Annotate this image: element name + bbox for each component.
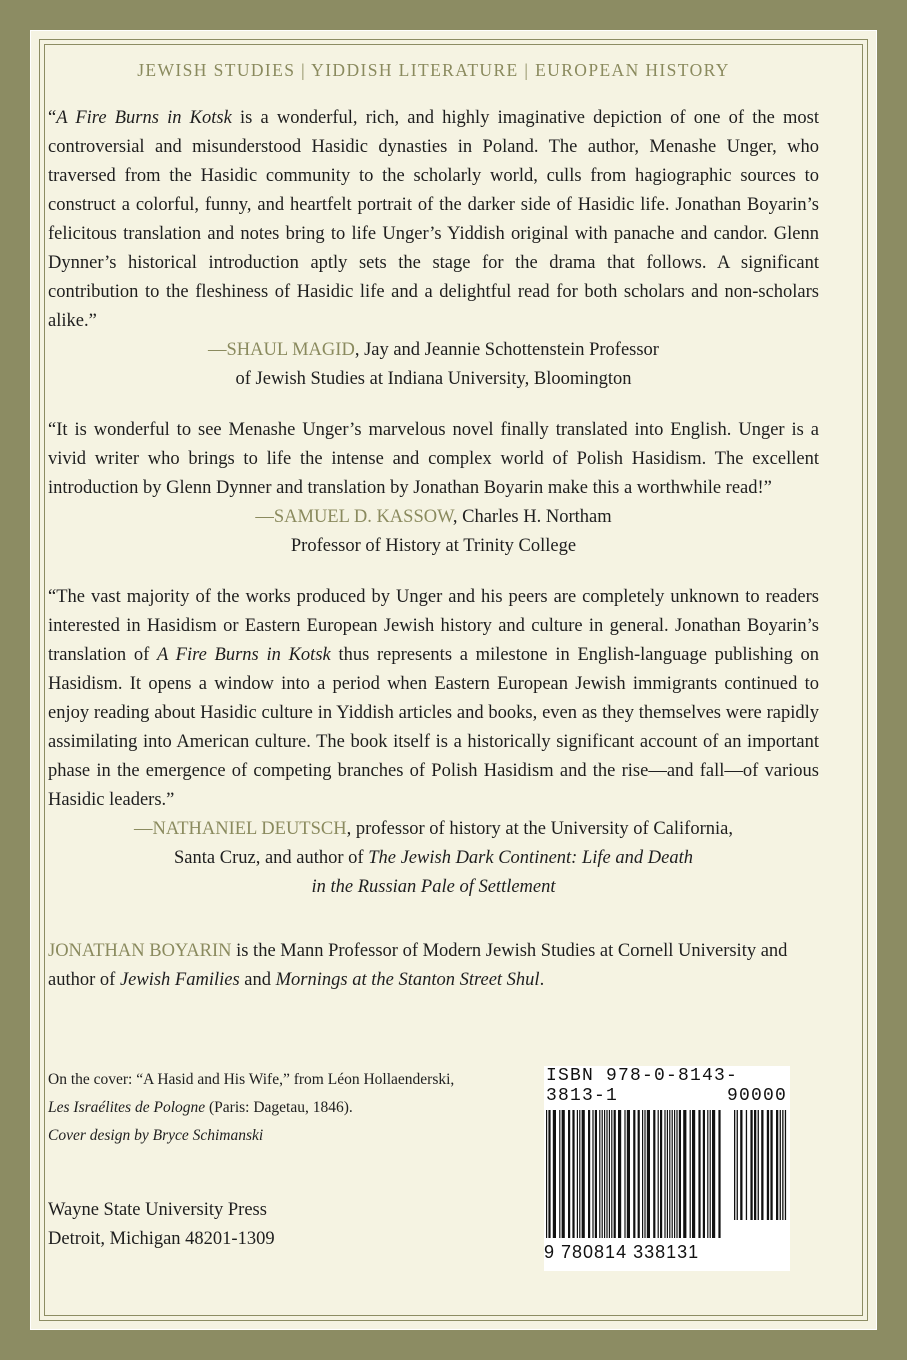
barcode-bar — [599, 1110, 600, 1238]
barcode-bar — [579, 1110, 580, 1238]
barcode-bar — [679, 1110, 681, 1238]
publisher-name: Wayne State University Press — [48, 1200, 267, 1220]
reviewer-name: —SHAUL MAGID — [208, 340, 355, 360]
barcode-bar — [644, 1110, 645, 1238]
reviewer-title: , Charles H. Northam — [452, 507, 612, 527]
barcode-number: 9 780814 338131 — [544, 1242, 700, 1262]
barcode-bar — [718, 1110, 720, 1238]
price-barcode-bar — [776, 1110, 778, 1220]
price-barcode-bar — [750, 1110, 752, 1220]
price-barcode-bar — [734, 1110, 735, 1220]
barcode-bar — [606, 1110, 607, 1238]
barcode-bar — [572, 1110, 574, 1238]
publisher — [48, 1196, 275, 1254]
price-barcode-bar — [767, 1110, 769, 1220]
reviewer-book-title: The Jewish Dark Continent: Life and Death — [368, 848, 693, 868]
price-barcode-bar — [740, 1110, 742, 1220]
blurb-quote-3 — [48, 583, 819, 815]
barcode-bar — [562, 1110, 565, 1238]
barcode-bar — [692, 1110, 695, 1238]
designer: Cover design by Bryce Schimanski — [48, 1127, 264, 1144]
price-barcode-bar — [780, 1110, 781, 1220]
reviewer-affiliation: of Jewish Studies at Indiana University, Bloomington — [235, 369, 632, 389]
barcode-bar — [611, 1110, 612, 1238]
price-barcode-bar — [754, 1110, 756, 1220]
price-barcode-bar — [782, 1110, 783, 1220]
reviewer-book-title: in the Russian Pale of Settlement — [311, 877, 556, 897]
barcode-bar — [614, 1110, 616, 1238]
source-title: Les Israélites de Pologne — [48, 1099, 206, 1116]
barcode-bar — [710, 1110, 711, 1238]
barcode-bar — [658, 1110, 659, 1238]
barcode-bar — [553, 1110, 556, 1238]
barcode-bar — [548, 1110, 550, 1238]
quote-text: “The vast majority of the works produced by Unger and his peers are completely unknown to readers interested in Hasidism or Eastern European Jewish history and culture in general. Jonathan Boyarin’s translation of — [48, 587, 819, 665]
author-name: JONATHAN BOYARIN — [48, 941, 232, 961]
price-barcode-bar — [770, 1110, 772, 1220]
book-title: A Fire Burns in Kotsk — [56, 108, 232, 128]
reviewer-title: , Jay and Jeannie Schottenstein Professor — [354, 340, 659, 360]
barcode-bar — [595, 1110, 597, 1238]
bio-text: . — [539, 970, 545, 990]
cover-content — [48, 55, 819, 1014]
blurb-quote-2: “It is wonderful to see Menashe Unger’s marvelous novel finally translated into English. Unger is a vivid writer who brings to life the intense and complex world of Polish Hasidism. The excellent introduction by Glenn Dynner and translation by Jonathan Boyarin make this a worthwhile read!” — [48, 420, 819, 498]
author-bio — [48, 937, 819, 995]
barcode-bar — [559, 1110, 560, 1238]
barcode-bar — [592, 1110, 593, 1238]
cover-art-source — [48, 1094, 528, 1122]
price-barcode-bar — [785, 1110, 786, 1220]
price-code: 90000 — [726, 1086, 787, 1106]
price-barcode-bar — [761, 1110, 763, 1220]
reviewer-affiliation: Professor of History at Trinity College — [290, 536, 577, 556]
barcode-bar — [683, 1110, 686, 1238]
author-book-title: Jewish Families — [119, 970, 240, 990]
quote-text: is a wonderful, rich, and highly imaginative depiction of one of the most controversial and misunderstood Hasidic dynasties in Poland. The author, Menashe Unger, who traversed from the Hasidic community to the scholarly world, culls from hagiographic sources to construct a colorful, funny, and heartfelt portrait of the darker side of Hasidic life. Jonathan Boyarin’s felicitous translation and notes bring to life Unger’s Yiddish original with panache and candor. Glenn Dynner’s historical introduction aptly sets the stage for the drama that follows. A significant contribution to the fleshiness of Hasidic life and a delightful read for both scholars and non-scholars alike.” — [48, 108, 819, 331]
bio-text: and — [239, 970, 276, 990]
blurb-attribution-1 — [48, 336, 819, 394]
reviewer-name: —NATHANIEL DEUTSCH — [134, 819, 347, 839]
barcode-bar — [642, 1110, 643, 1238]
barcode-bar — [667, 1110, 668, 1238]
barcode-bar — [627, 1110, 630, 1238]
barcode-bar — [707, 1110, 708, 1238]
barcode-bar — [660, 1110, 662, 1238]
barcode-bar — [602, 1110, 603, 1238]
blurb-attribution-2 — [48, 503, 819, 561]
barcode-bar — [698, 1110, 700, 1238]
reviewer-name: —SAMUEL D. KASSOW — [255, 507, 453, 527]
barcode-bar — [664, 1110, 665, 1238]
barcode-bar — [577, 1110, 578, 1238]
subject-categories: JEWISH STUDIES | YIDDISH LITERATURE | EUROPEAN HISTORY — [137, 60, 730, 80]
barcode-bar — [546, 1110, 547, 1238]
barcode-bar — [633, 1110, 635, 1238]
barcode-bar — [653, 1110, 655, 1238]
barcode-bar — [604, 1110, 605, 1238]
publisher-address: Detroit, Michigan 48201-1309 — [48, 1229, 275, 1249]
barcode-bar — [690, 1110, 691, 1238]
barcode-bar — [676, 1110, 677, 1238]
price-barcode-bar — [746, 1110, 747, 1220]
barcode-bars — [544, 1110, 790, 1240]
barcode-bar — [618, 1110, 621, 1238]
barcode-bar — [669, 1110, 670, 1238]
author-book-title: Mornings at the Stanton Street Shul — [275, 970, 540, 990]
cover-footer — [48, 1066, 819, 1306]
barcode-bar — [674, 1110, 675, 1238]
isbn-text: ISBN 978-0-8143-3813-1 — [546, 1066, 739, 1106]
barcode-bar — [609, 1110, 610, 1238]
barcode-bar — [624, 1110, 625, 1238]
barcode-bar — [588, 1110, 590, 1238]
blurb-attribution-3 — [48, 815, 819, 902]
price-barcode-bar — [758, 1110, 759, 1220]
bio-text: is the Mann Professor of Modern Jewish Studies at Cornell University and author of — [48, 941, 788, 990]
price-barcode-bar — [737, 1110, 738, 1220]
isbn-barcode — [544, 1066, 790, 1271]
barcode-bar — [703, 1110, 705, 1238]
blurb-quote-1 — [48, 104, 819, 336]
barcode-bar — [582, 1110, 585, 1238]
barcode-bar — [672, 1110, 673, 1238]
cover-design-credit — [48, 1122, 528, 1150]
quote-mark: “ — [48, 108, 57, 128]
barcode-bar — [647, 1110, 650, 1238]
quote-text: thus represents a milestone in English-language publishing on Hasidism. It opens a window into a period when Eastern European Jewish immigrants continued to enjoy reading about Hasidic culture in Yiddish articles and books, even as they themselves were rapidly assimilating into American culture. The book itself is a historically significant account of an important phase in the emergence of competing branches of Polish Hasidism and the rise—and fall—of various Hasidic leaders.” — [48, 645, 819, 810]
barcode-bar — [638, 1110, 640, 1238]
barcode-bar — [568, 1110, 570, 1238]
reviewer-title: , professor of history at the University of California, — [346, 819, 733, 839]
book-title: A Fire Burns in Kotsk — [156, 645, 331, 665]
barcode-bar — [712, 1110, 715, 1238]
cover-credits — [48, 1066, 528, 1150]
source-details: (Paris: Dagetau, 1846). — [205, 1099, 353, 1116]
cover-art-credit: On the cover: “A Hasid and His Wife,” from Léon Hollaenderski, — [48, 1071, 455, 1088]
reviewer-affiliation: Santa Cruz, and author of — [174, 848, 369, 868]
